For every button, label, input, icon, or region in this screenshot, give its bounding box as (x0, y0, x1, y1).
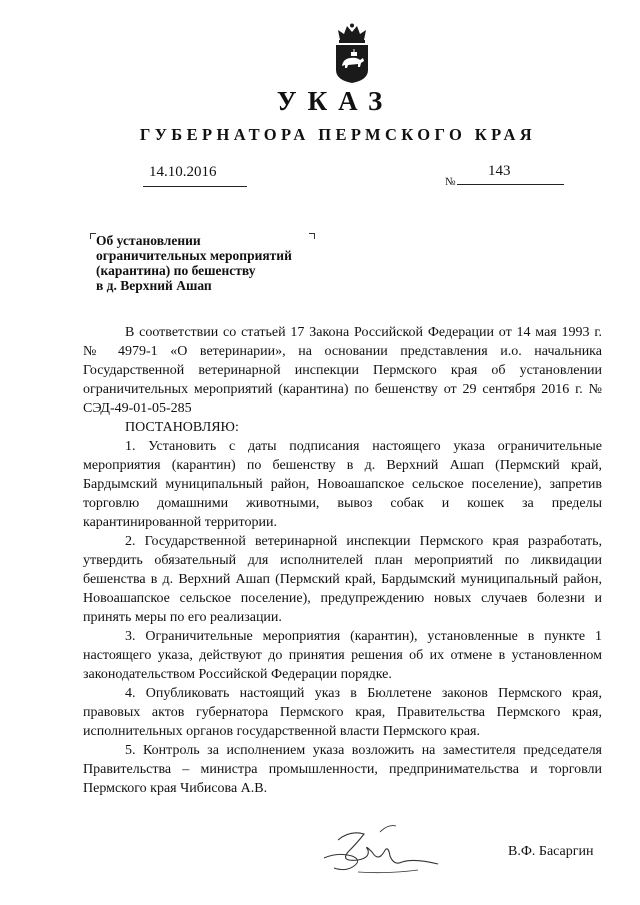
handwritten-signature-icon (318, 822, 448, 882)
decree-date: 14.10.2016 (149, 164, 217, 180)
subject-line: (карантина) по бешенству (96, 263, 256, 278)
clause-4: 4. Опубликовать настоящий указ в Бюллетене законов Пермского края, правовых актов губернатора Пермского края, Правительства Пермского края, исполнительных органов государственной власти Пермского края. (83, 686, 602, 739)
signer-name: В.Ф. Басаргин (508, 844, 594, 859)
clause-3: 3. Ограничительные мероприятия (карантин), установленные в пункте 1 настоящего указа, действуют до принятия решения об их отмене в установленном законодательством Российской Федерации порядке. (83, 629, 602, 682)
number-underline (457, 184, 564, 185)
document-subtitle: ГУБЕРНАТОРА ПЕРМСКОГО КРАЯ (139, 125, 537, 144)
clause-2: 2. Государственной ветеринарной инспекции Пермского края разработать, утвердить обязательный для исполнителей план мероприятий по ликвидации бешенства в д. Верхний Ашап (Пермский край, Бардымский муниципальный район, Новоашапское сельское поселение), предупреждению новых случаев болезни и принять меры по его реализации. (83, 534, 602, 625)
decree-body (83, 323, 602, 798)
decree-number: 143 (488, 163, 511, 179)
document-title: УКАЗ (276, 86, 394, 116)
clause-5: 5. Контроль за исполнением указа возложить на заместителя председателя Правительства – министра промышленности, предпринимательства и торговли Пермского края Чибисова А.В. (83, 743, 602, 796)
decree-subject (96, 233, 336, 293)
number-label: № (445, 176, 456, 188)
preamble-paragraph: В соответствии со статьей 17 Закона Российской Федерации от 14 мая 1993 г. № 4979-1 «О ветеринарии», на основании представления и.о. начальника Государственной ветеринарной инспекции Пермского края об установлении ограничительных мероприятий (карантина) по бешенству от 29 сентября 2016 г. № СЭД-49-01-05-285 (83, 325, 602, 416)
subject-line: в д. Верхний Ашап (96, 278, 212, 293)
clause-1: 1. Установить с даты подписания настоящего указа ограничительные мероприятия (карантин) по бешенству в д. Верхний Ашап (Пермский край, Бардымский муниципальный район, Новоашапское сельское поселение), запретив торговлю домашними животными, вывоз собак и кошек за пределы карантинированной территории. (83, 439, 602, 530)
subject-line: ограничительных мероприятий (96, 248, 292, 263)
perm-krai-coat-of-arms-icon (332, 22, 372, 84)
date-underline (143, 186, 247, 187)
resolution-heading: ПОСТАНОВЛЯЮ: (125, 420, 239, 435)
subject-line: Об установлении (96, 233, 201, 248)
